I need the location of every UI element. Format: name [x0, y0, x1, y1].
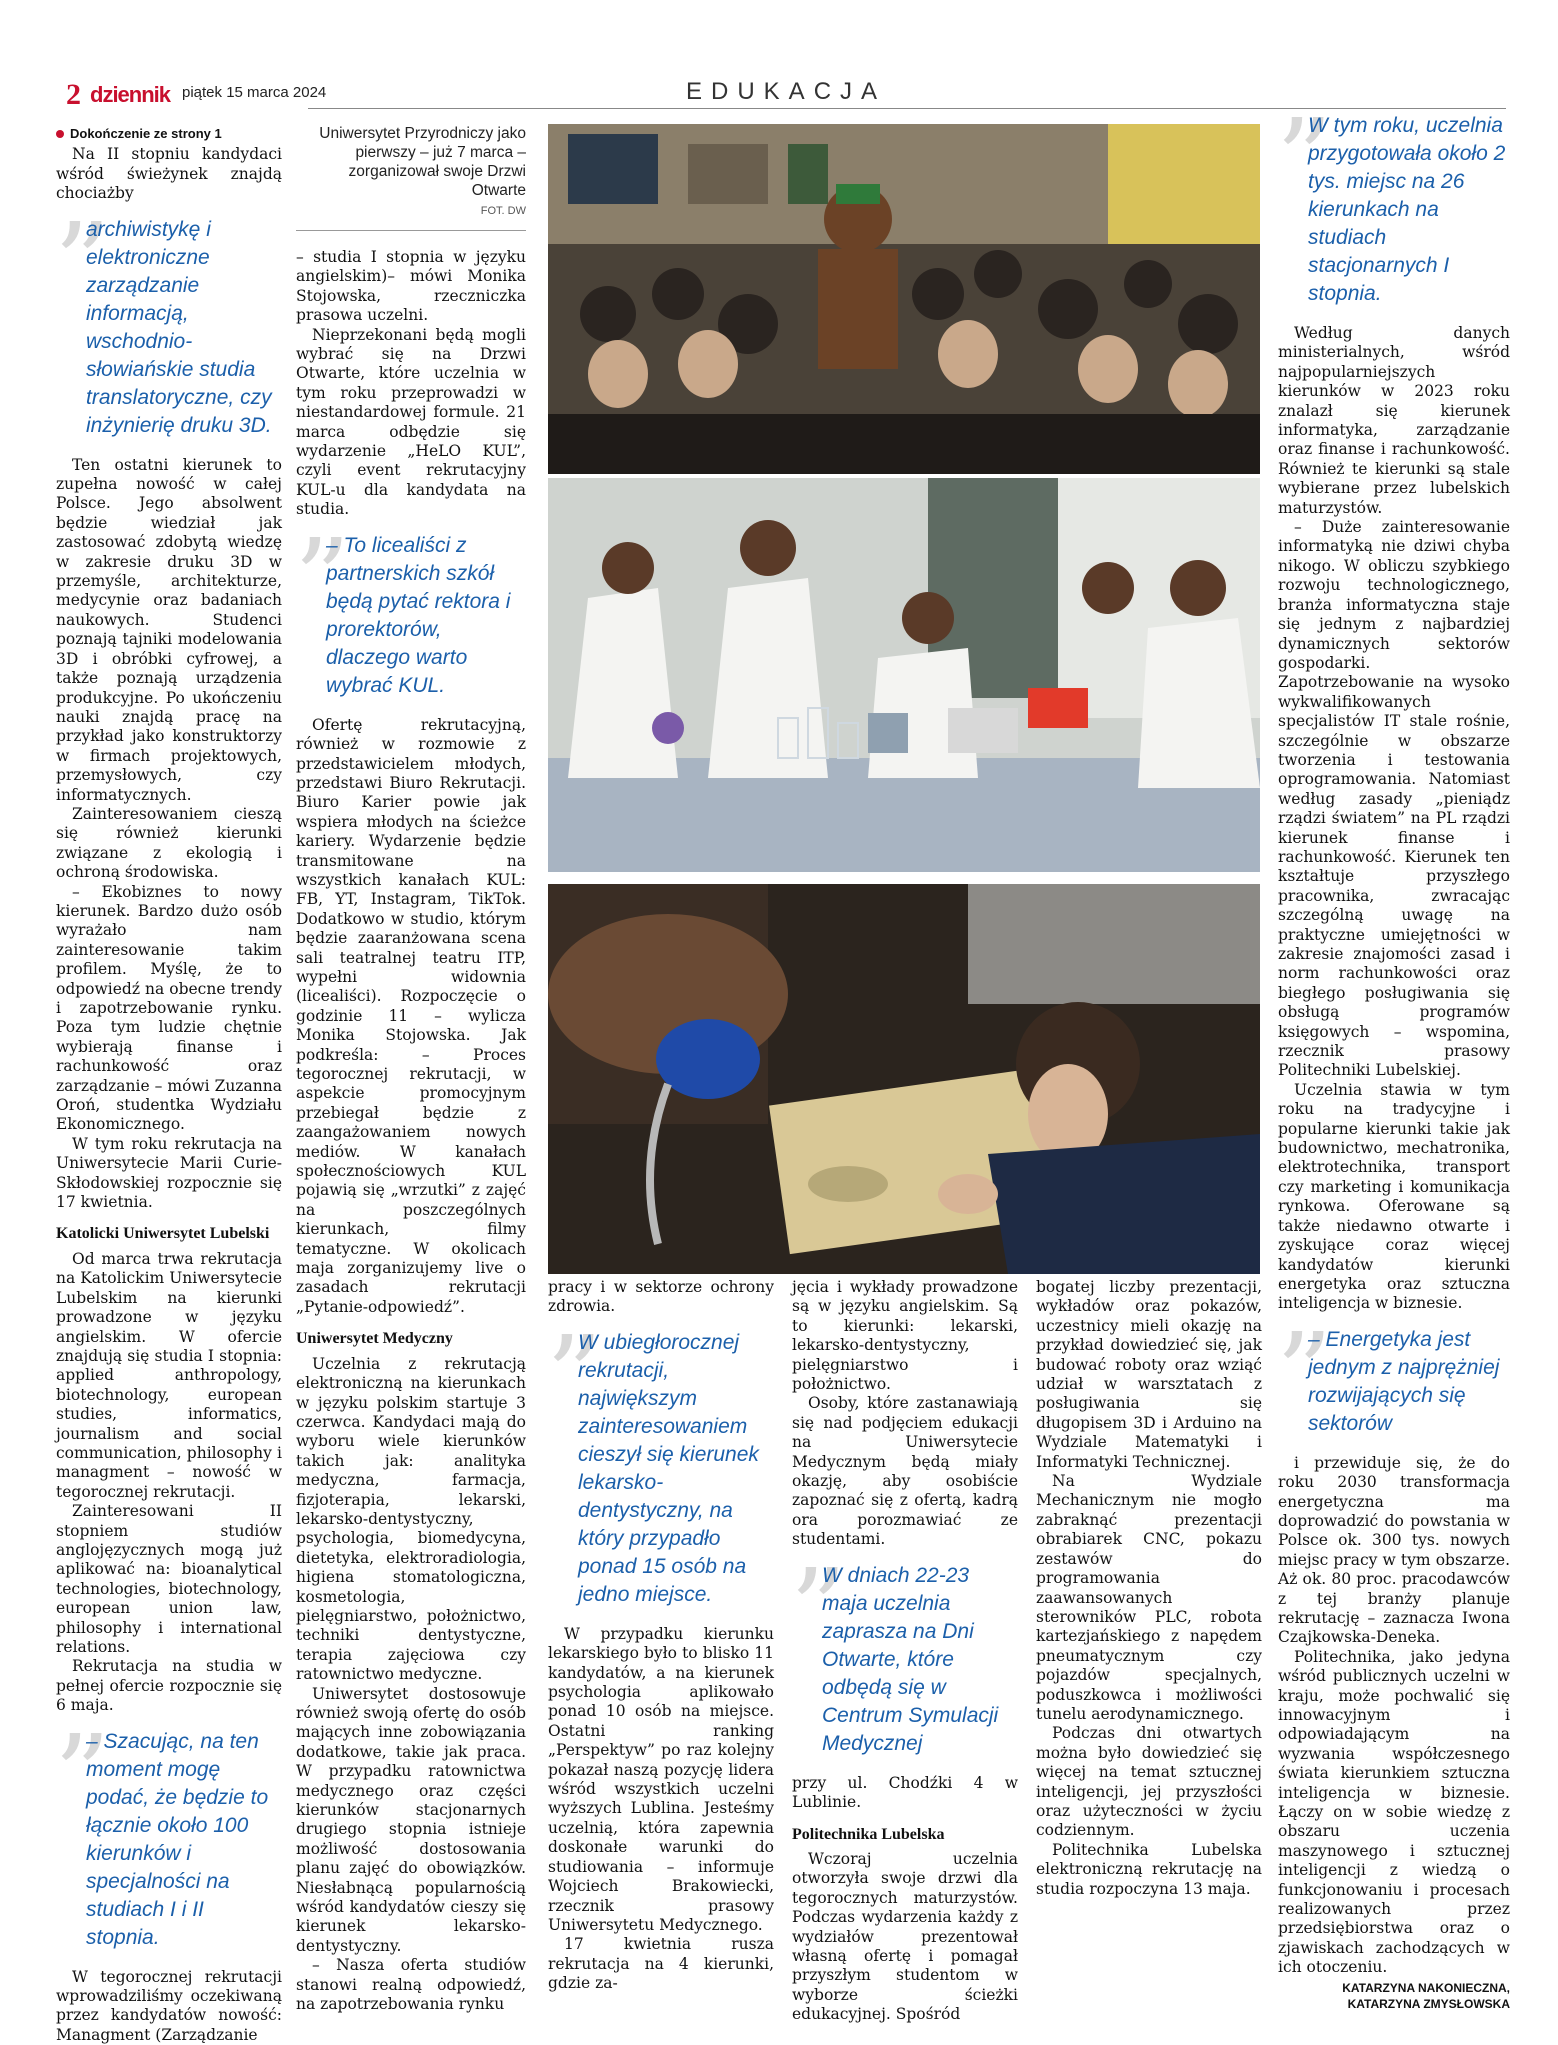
column-6	[1276, 95, 1510, 2012]
author-signature: KATARZYNA NAKONIECZNA, KATARZYNA ZMYSŁOWSKA	[1342, 1980, 1510, 2011]
paragraph: Politechnika, jako jedyna wśród publicznych uczelni w kraju, może pochwalić się innowacyjnym i odpowiadającym na wyzwania współczesnego świata kierunkiem sztuczna inteligencja w biznesie. Łączy on w sobie wiedzę z obszaru uczenia maszynowego i sztucznej inteligencji z wiedzą o funkcjonowaniu i procesach realizowanych przez przedsiębiorstwa oraz o zjawiskach zachodzących w ich otoczeniu.	[1278, 1647, 1510, 1977]
paragraph: Wczoraj uczelnia otworzyła swoje drzwi dla tegorocznych maturzystów. Podczas wydarzenia każdy z wydziałów prezentował własną ofertę i pomagał przyszłym studentom w wyborze ścieżki edukacyjnej. Spośród	[792, 1849, 1018, 2024]
pull-quote: ” – Szacując, na ten moment mogę podać, że będzie to łącznie około 100 kierunków i specjalności na studiach I i II stopnia.	[54, 1710, 269, 1949]
caption-rule	[296, 230, 526, 231]
photo-child-microscope	[548, 884, 1260, 1274]
quote-mark-icon: ”	[294, 514, 351, 643]
quote-mark-icon: ”	[1276, 1308, 1333, 1437]
paragraph: Zainteresowaniem cieszą się również kierunki związane z ekologią i ochroną środowiska.	[56, 804, 282, 882]
paragraph: Nieprzekonani będą mogli wybrać się na Drzwi Otwarte, które uczelnia w tym roku przeprowadzi w niestandardowej formule. 21 marca odbędzie się wydarzenie „HeLO KUL”, czyli event rekrutacyjny KUL-u dla kandydata na studia.	[296, 325, 526, 519]
paragraph: pracy i w sektorze ochrony zdrowia.	[548, 1278, 774, 1316]
crowd-photo-image	[548, 124, 1260, 474]
photo-credit: FOT. DW	[480, 205, 526, 217]
paragraph: bogatej liczby prezentacji, wykładów oraz pokazów, uczestnicy mieli okazję na przykład dowiedzieć się, jak budować roboty oraz wziąć udział w warsztatach z posługiwania się długopisem 3D i Arduino na Wydziale Matematyki i Informatyki Technicznej.	[1036, 1278, 1262, 1471]
subheading: Uniwersytet Medyczny	[296, 1330, 453, 1348]
paragraph: Według danych ministerialnych, wśród najpopularniejszych kierunków w 2023 roku znalazł się kierunek informatyka, zarządzanie oraz finanse i rachunkowość. Również te kierunki są stale wybierane przez lubelskich maturzystów.	[1278, 324, 1510, 517]
paragraph: jęcia i wykłady prowadzone są w języku angielskim. Są to kierunki: lekarski, lekarsko-dentystyczny, pielęgniarstwo i położnictwo.	[792, 1278, 1018, 1394]
pull-quote: ” – Energetyka jest jednym z najprężniej rozwijających się sektorów	[1276, 1308, 1500, 1437]
paragraph: Zainteresowani II stopniem studiów anglojęzycznych mogą już aplikować na: bioanalytical technologies, biotechnology, european union law, philosophy i international relations.	[56, 1502, 282, 1656]
paragraph: i przewiduje się, że do roku 2030 transformacja energetyczna ma doprowadzić do powstania w Polsce ok. 300 tys. nowych miejsc pracy w tym obszarze. Aż ok. 80 proc. pracodawców z tej branży planuje rekrutację – zaznacza Iwona Czajkowska-Deneka.	[1278, 1453, 1510, 1647]
paragraph: Od marca trwa rekrutacja na Katolickim Uniwersytecie Lubelskim na kierunki prowadzone w języku angielskim. W ofercie znajdują się studia I stopnia: applied anthropology, biotechnology, european studies, informatics, journalism and social communication, philosophy i managment – nowość w tegorocznej rekrutacji.	[56, 1249, 282, 1501]
column-4	[792, 1278, 1018, 2025]
column-5	[1036, 1278, 1262, 1899]
paragraph: Na II stopniu kandydaci wśród świeżynek znajdą chociażby	[56, 145, 282, 203]
section-title: EDUKACJA	[686, 78, 887, 105]
pull-quote: ” W ubiegłorocznej rekrutacji, największym zainteresowaniem cieszył się kierunek lekarsko-dentystyczny, na który przypadło ponad 15 osób na jedno miejsce.	[546, 1311, 759, 1606]
paragraph: W tegorocznej rekrutacji wprowadziliśmy oczekiwaną przez kandydatów nowość: Managment (Zarządzanie	[56, 1967, 282, 2044]
photo-students-lab	[548, 478, 1260, 872]
newspaper-logo: dziennik	[90, 82, 171, 107]
quote-mark-icon: ”	[1276, 95, 1333, 223]
paragraph: Podczas dni otwartych można było dowiedzieć się więcej na temat sztucznej inteligencji, jej przyszłości oraz użyteczności w życiu codziennym.	[1036, 1724, 1262, 1840]
column-3	[548, 1278, 774, 1994]
quote-mark-icon: ”	[54, 1710, 111, 1839]
paragraph: Politechnika Lubelska elektroniczną rekrutację na studia rozpoczyna 13 maja.	[1036, 1840, 1262, 1898]
paragraph: – Nasza oferta studiów stanowi realną odpowiedź, na zapotrzebowania rynku	[296, 1956, 526, 2014]
column-2	[296, 248, 526, 2015]
paragraph: Na Wydziale Mechanicznym nie mogło zabraknąć prezentacji obrabiarek CNC, pokazu zestawów do programowania zaawansowanych sterowników PLC, robota kartezjańskiego z napędem pneumatycznym czy pojazdów specjalnych, poduszkowca i możliwości tunelu aerodynamicznego.	[1036, 1472, 1262, 1723]
pull-quote: ” W dniach 22-23 maja uczelnia zaprasza na Dni Otwarte, które odbędą się w Centrum Symulacji Medycznej	[790, 1544, 999, 1755]
paragraph: Rekrutacja na studia w pełnej ofercie rozpocznie się 6 maja.	[56, 1657, 282, 1715]
paragraph: Osoby, które zastanawiają się nad podjęciem edukacji na Uniwersytecie Medycznym będą miały okazję, aby osobiście zapoznać się z ofertą, kadrą ora porozmawiać ze studentami.	[792, 1394, 1018, 1549]
page-number: 2	[66, 78, 81, 111]
lab-photo-image	[548, 478, 1260, 872]
quote-mark-icon: ”	[54, 198, 111, 327]
paragraph: Ofertę rekrutacyjną, również w rozmowie z przedstawicielem młodych, przedstawi Biuro Rekrutacji. Biuro Karier powie jak wspiera młodych na ścieżce kariery. Wydarzenie będzie transmitowane na wszystkich kanałach KUL: FB, YT, Instagram, TikTok. Dodatkowo w studio, którym będzie zaaranżowana scena sali teatralnej teatru ITP, wypełni widownia (licealiści). Rozpoczęcie o godzinie 11 – wylicza Monika Stojowska. Jak podkreśla: – Proces tegorocznej rekrutacji, w aspekcie promocyjnym przebiegał będzie z zaangażowaniem nowych mediów. W kanałach społecznościowych KUL pojawią się „wrzutki” z zajęć na poszczególnych kierunkach, filmy tematyczne. W okolicach maja zorganizujemy live o zasadach rekrutacji „Pytanie-odpowiedź”.	[296, 715, 526, 1316]
column-1	[56, 124, 282, 2045]
paragraph: Uczelnia z rekrutacją elektroniczną na kierunkach w języku polskim startuje 3 czerwca. Kandydaci mają do wyboru wiele kierunków takich jak: analityka medyczna, farmacja, fizjoterapia, lekarski, lekarsko-dentystyczny, psychologia, biomedycyna, dietetyka, elektroradiologia, higiena stomatologiczna, kosmetologia, pielęgniarstwo, położnictwo, techniki dentystyczne, terapia zajęciowa czy ratownictwo medyczne.	[296, 1354, 526, 1684]
paragraph: Uniwersytet dostosowuje również swoją ofertę do osób mających inne zobowiązania dodatkowe, takie jak praca. W przypadku ratownictwa medycznego oraz części kierunków stacjonarnych drugiego stopnia istnieje możliwość dostosowania planu zajęć do obowiązków. Niesłabnącą popularnością wśród kandydatów cieszy się kierunek lekarsko-dentystyczny.	[296, 1684, 526, 1955]
photo-caption: Uniwersytet Przyrodniczy jako pierwszy – już 7 marca – zorganizował swoje Drzwi Otwarte FOT. DW	[296, 124, 526, 221]
microscope-photo-image	[548, 884, 1260, 1274]
paragraph: Ten ostatni kierunek to zupełna nowość w całej Polsce. Jego absolwent będzie wiedział jak zastosować zdobytą wiedzę w zakresie druku 3D w przemyśle, architekturze, medycynie oraz badaniach naukowych. Studenci poznają tajniki modelowania 3D i obróbki cyfrowej, a także poznają urządzenia produkcyjne. Po ukończeniu nauki znajdą pracę na przykład jako konstruktorzy w firmach projektowych, przemysłowych, czy informatycznych.	[56, 455, 282, 804]
subheading: Katolicki Uniwersytet Lubelski	[56, 1225, 270, 1243]
pull-quote: ” archiwistykę i elektroniczne zarządzanie informacją, wschodnio-słowiańskie studia translatoryczne, czy inżynierię druku 3D.	[54, 198, 272, 437]
quote-mark-icon: ”	[546, 1311, 603, 1440]
paragraph: – studia I stopnia w języku angielskim)– mówi Monika Stojowska, rzeczniczka prasowa uczelni.	[296, 248, 526, 325]
paragraph: W przypadku kierunku lekarskiego było to blisko 11 kandydatów, a na kierunek psychologia aplikowało ponad 10 osób na miejsce. Ostatni ranking „Perspektyw” po raz kolejny pokazał naszą pozycję lidera wśród wszystkich uczelni wyższych Lublina. Jesteśmy uczelnią, która zapewnia doskonałe warunki do studiowania – informuje Wojciech Brakowiecki, rzecznik prasowy Uniwersytetu Medycznego.	[548, 1624, 774, 1934]
paragraph: przy ul. Chodźki 4 w Lublinie.	[792, 1773, 1018, 1812]
issue-date: piątek 15 marca 2024	[182, 84, 327, 101]
paragraph: W tym roku rekrutacja na Uniwersytecie Marii Curie-Skłodowskiej rozpocznie się 17 kwietnia.	[56, 1134, 282, 1212]
quote-mark-icon: ”	[790, 1544, 847, 1673]
pull-quote: ” W tym roku, uczelnia przygotowała około 2 tys. miejsc na 26 kierunkach na studiach stacjonarnych I stopnia.	[1276, 95, 1506, 305]
paragraph: – Duże zainteresowanie informatyką nie dziwi chyba nikogo. W obliczu szybkiego rozwoju technologicznego, branża informatyczna staje się jednym z najbardziej dynamicznych sektorów gospodarki. Zapotrzebowanie na wysoko wykwalifikowanych specjalistów IT stale rośnie, szczególnie w obszarze tworzenia i testowania oprogramowania. Natomiast według zasady „pieniądz rządzi światem” na PL rządzi kierunek finanse i rachunkowość. Kierunek ten kształtuje przyszłego pracownika, zwracając szczególną uwagę na praktyczne umiejętności w zakresie znajomości zasad i norm rachunkowości oraz biegłego posługiwania się obsługą programów księgowych – wspomina, rzecznik prasowy Politechniki Lubelskiej.	[1278, 518, 1510, 1080]
photo-crowd-open-day	[548, 124, 1260, 474]
continued-label: Dokończenie ze strony 1	[56, 124, 282, 143]
paragraph: – Ekobiznes to nowy kierunek. Bardzo dużo osób wyrażało nam zainteresowanie takim profilem. Myślę, że to odpowiedź na obecne trendy i zapotrzebowanie rynku. Poza tym ludzie chętnie wybierają finanse i rachunkowość oraz zarządzanie – mówi Zuzanna Oroń, studentka Wydziału Ekonomicznego.	[56, 882, 282, 1134]
paragraph: Uczelnia stawia w tym roku na tradycyjne i popularne kierunki takie jak budownictwo, mechatronika, elektrotechnika, transport czy marketing i komunikacja rynkowa. Oferowane są także niedawno otwarte i zyskujące coraz więcej kandydatów kierunki energetyka oraz sztuczna inteligencja w biznesie.	[1278, 1080, 1510, 1313]
paragraph: 17 kwietnia rusza rekrutacja na 4 kierunki, gdzie za-	[548, 1935, 774, 1993]
subheading: Politechnika Lubelska	[792, 1825, 945, 1843]
pull-quote: ” – To licealiści z partnerskich szkół będą pytać rektora i prorektorów, dlaczego warto wybrać KUL.	[294, 514, 511, 697]
bullet-icon	[56, 130, 64, 138]
